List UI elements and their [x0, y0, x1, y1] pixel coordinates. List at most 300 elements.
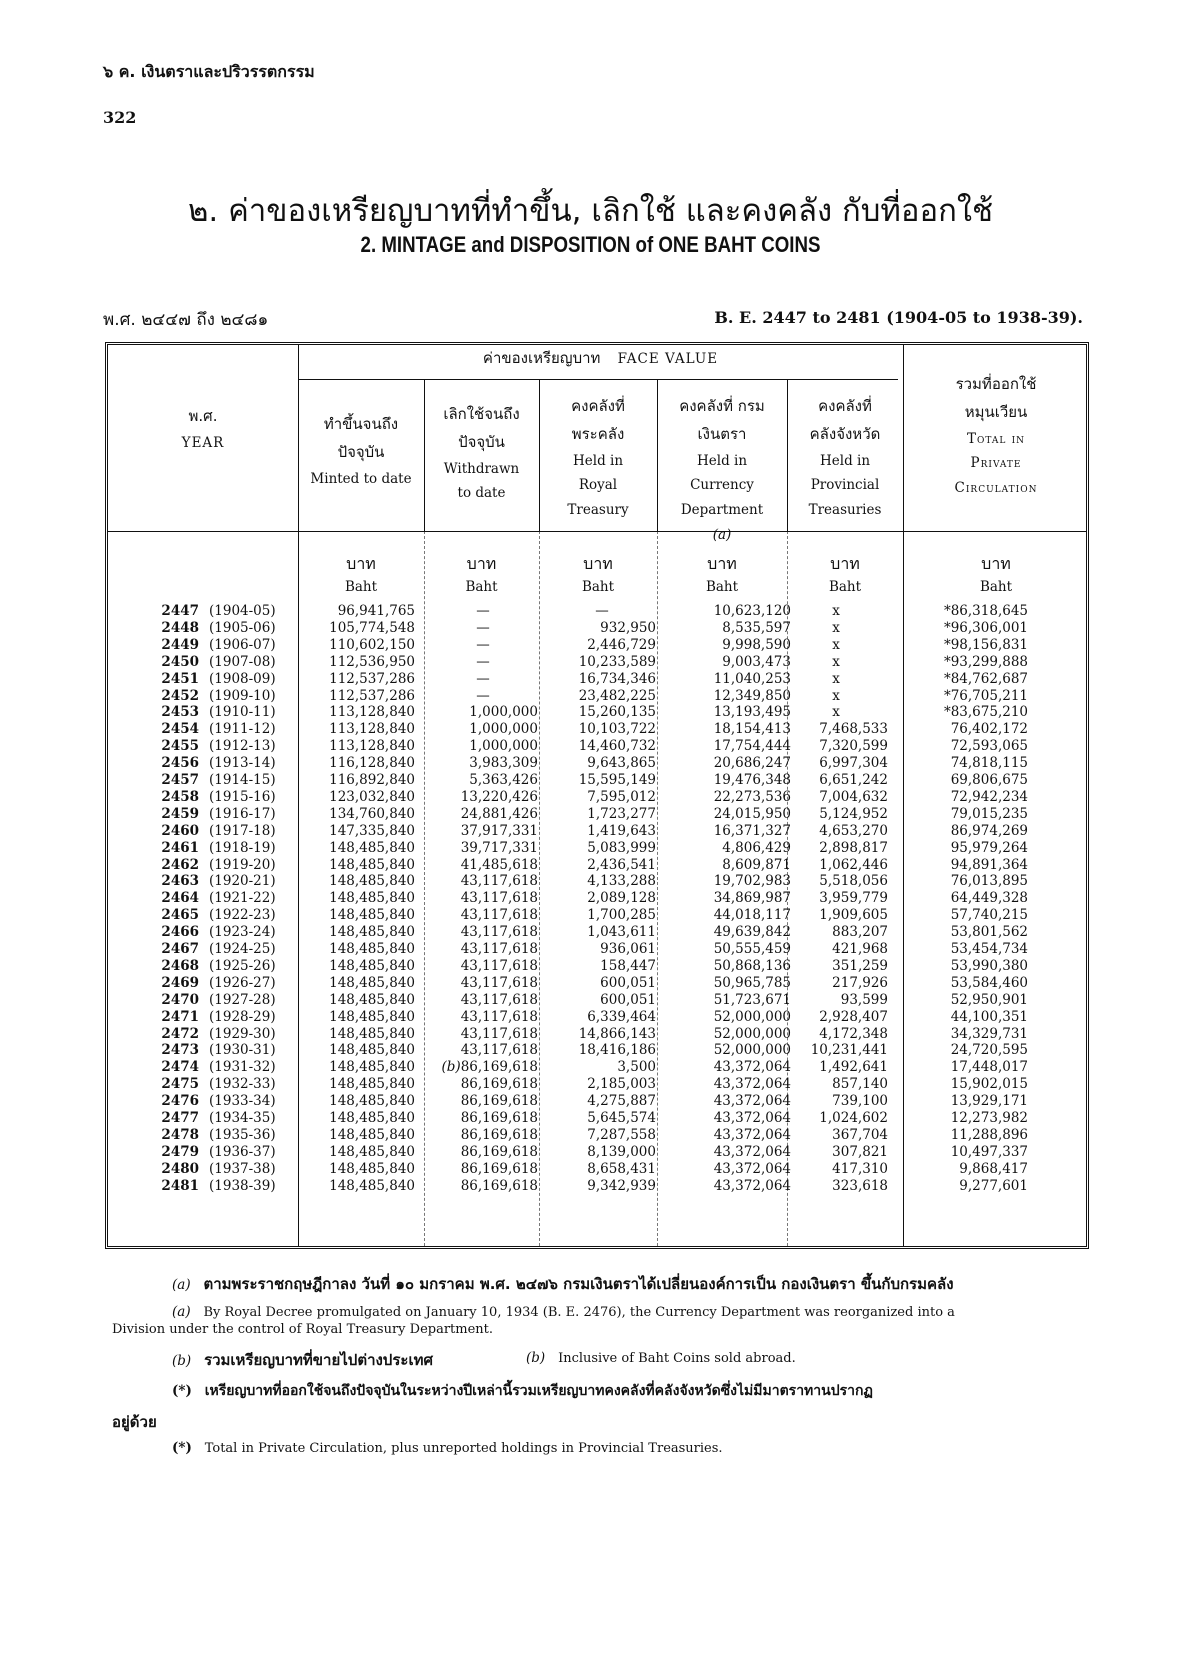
royal-treasury-cell: 4,275,887	[587, 1093, 656, 1110]
minted-cell: 148,485,840	[329, 873, 415, 890]
provincial-treasuries-cell: x	[832, 687, 840, 704]
table-row	[108, 1161, 1092, 1178]
currency-department-cell: 44,018,117	[713, 907, 791, 924]
total-circulation-cell: *84,762,687	[943, 670, 1028, 687]
minted-cell: 148,485,840	[329, 924, 415, 941]
provincial-treasuries-header	[787, 393, 903, 523]
minted-cell: 148,485,840	[329, 856, 415, 873]
year-ad-cell: (1919-20)	[209, 856, 276, 873]
year-be-cell: 2464	[161, 890, 199, 907]
total-circulation-cell: 9,277,601	[959, 1177, 1028, 1194]
header-rule	[108, 531, 1086, 532]
provincial-treasuries-cell: 323,618	[832, 1177, 888, 1194]
currency-department-cell: 19,702,983	[713, 873, 791, 890]
year-be-cell: 2453	[161, 704, 199, 721]
unit-english: Baht	[705, 578, 739, 595]
year-ad-cell: (1912-13)	[209, 738, 276, 755]
footnote-star-thai-continued: อยู่ด้วย	[112, 1413, 157, 1431]
provincial-treasuries-cell: 883,207	[832, 924, 888, 941]
table-row	[108, 1127, 1092, 1144]
table-row	[108, 806, 1092, 823]
provincial-treasuries-cell: 7,468,533	[819, 721, 888, 738]
withdrawn-header	[424, 401, 539, 506]
footnote-a-english	[172, 1304, 1052, 1320]
table-row	[108, 620, 1092, 637]
total-circulation-cell: 10,497,337	[950, 1143, 1028, 1160]
provincial-treasuries-cell: 4,172,348	[819, 1025, 888, 1042]
total-circulation-header-thai: รวมที่ออกใช้ หมุนเวียน	[955, 375, 1037, 421]
year-be-cell: 2462	[161, 856, 199, 873]
footnote-b-english-text: Inclusive of Baht Coins sold abroad.	[558, 1351, 796, 1366]
year-ad-cell: (1938-39)	[209, 1177, 276, 1194]
year-ad-cell: (1927-28)	[209, 991, 276, 1008]
withdrawn-cell: 1,000,000	[469, 738, 538, 755]
royal-treasury-cell: 14,866,143	[578, 1025, 656, 1042]
total-circulation-cell: 72,942,234	[950, 788, 1028, 805]
withdrawn-value: 86,169,618	[460, 1059, 538, 1076]
unit-thai: บาท	[830, 554, 860, 573]
currency-department-note: (a)	[712, 527, 732, 544]
table-row	[108, 873, 1092, 890]
minted-cell: 148,485,840	[329, 1093, 415, 1110]
footnote-star-english-text: Total in Private Circulation, plus unreported holdings in Provincial Treasuries.	[204, 1441, 723, 1456]
currency-department-cell: 11,040,253	[713, 670, 791, 687]
year-ad-cell: (1911-12)	[209, 721, 276, 738]
footnote-a-thai-text: ตามพระราชกฤษฎีกาลง วันที่ ๑๐ มกราคม พ.ศ. ๒๔๗๖ กรมเงินตราได้เปลี่ยนองค์การเป็น กองเงินตรา ขึ้นกับกรมคลัง	[203, 1275, 954, 1293]
year-ad-cell: (1916-17)	[209, 805, 276, 822]
year-be-cell: 2452	[161, 687, 199, 704]
table-row	[108, 738, 1092, 755]
provincial-treasuries-cell: 367,704	[832, 1126, 888, 1143]
provincial-treasuries-header-english: Held in Provincial Treasuries	[808, 452, 882, 519]
total-circulation-cell: *96,306,001	[943, 619, 1028, 636]
currency-department-cell: 52,000,000	[713, 1042, 791, 1059]
withdrawn-cell: 86,169,618	[460, 1093, 538, 1110]
table-row	[108, 704, 1092, 721]
table-row	[108, 671, 1092, 688]
table-row	[108, 1110, 1092, 1127]
total-circulation-cell: 79,015,235	[950, 805, 1028, 822]
royal-treasury-cell: 2,436,541	[587, 856, 656, 873]
minted-header-english: Minted to date	[310, 470, 412, 487]
footnote-star-marker: (*)	[172, 1383, 192, 1399]
year-be-cell: 2471	[161, 1008, 199, 1025]
minted-cell: 148,485,840	[329, 907, 415, 924]
unit-label	[657, 551, 787, 598]
year-ad-cell: (1910-11)	[209, 704, 276, 721]
minted-cell: 148,485,840	[329, 941, 415, 957]
withdrawn-cell: —	[476, 619, 490, 636]
face-value-header-thai: ค่าของเหรียญบาท	[482, 349, 601, 367]
provincial-treasuries-cell: 5,518,056	[819, 873, 888, 890]
currency-department-header-english: Held in Currency Department	[680, 452, 764, 519]
withdrawn-cell: 39,717,331	[460, 839, 538, 856]
total-circulation-cell: *86,318,645	[943, 603, 1028, 619]
royal-treasury-header-english: Held in Royal Treasury	[567, 452, 629, 519]
footnote-star-thai-line1: เหรียญบาทที่ออกใช้จนถึงปัจจุบันในระหว่างปีเหล่านี้รวมเหรียญบาทคงคลังที่คลังจังหวัดซึ่งไม่มีมาตราทานปรากฏ	[204, 1383, 873, 1399]
minted-cell: 148,485,840	[329, 957, 415, 974]
royal-treasury-cell: 10,103,722	[578, 721, 656, 738]
royal-treasury-cell: —	[595, 603, 609, 619]
footnote-a-english-line1: By Royal Decree promulgated on January 10, 1934 (B. E. 2476), the Currency Department was reorganized into a	[203, 1305, 955, 1320]
year-ad-cell: (1913-14)	[209, 755, 276, 772]
provincial-treasuries-cell: 417,310	[832, 1160, 888, 1177]
year-be-cell: 2474	[161, 1059, 199, 1076]
footnote-star-marker: (*)	[172, 1440, 192, 1456]
provincial-treasuries-cell: 93,599	[840, 991, 888, 1008]
year-ad-cell: (1929-30)	[209, 1025, 276, 1042]
total-circulation-cell: 53,801,562	[950, 924, 1028, 941]
provincial-treasuries-cell: 739,100	[832, 1093, 888, 1110]
title-english: 2. MINTAGE and DISPOSITION of ONE BAHT COINS	[360, 232, 821, 257]
year-be-cell: 2469	[161, 974, 199, 991]
provincial-treasuries-cell: 1,024,602	[819, 1110, 888, 1126]
royal-treasury-cell: 5,083,999	[587, 839, 656, 856]
royal-treasury-cell: 1,419,643	[587, 822, 656, 839]
title-thai: ๒. ค่าของเหรียญบาทที่ทำขึ้น, เลิกใช้ และคงคลัง กับที่ออกใช้	[187, 193, 994, 229]
table-row	[108, 924, 1092, 941]
total-circulation-cell: 53,454,734	[950, 941, 1028, 957]
total-circulation-cell: 76,013,895	[950, 873, 1028, 890]
withdrawn-cell: —	[476, 653, 490, 670]
year-be-cell: 2475	[161, 1076, 199, 1093]
currency-department-cell: 43,372,064	[713, 1177, 791, 1194]
year-be-cell: 2465	[161, 907, 199, 924]
royal-treasury-cell: 4,133,288	[587, 873, 656, 890]
withdrawn-cell: 43,117,618	[460, 924, 538, 941]
withdrawn-header-english: Withdrawn to date	[443, 460, 520, 502]
unit-english: Baht	[581, 578, 615, 595]
table-row	[108, 1059, 1092, 1076]
year-be-cell: 2447	[161, 603, 199, 619]
minted-header	[298, 411, 424, 491]
year-be-cell: 2479	[161, 1143, 199, 1160]
currency-department-cell: 10,623,120	[713, 603, 791, 619]
year-be-cell: 2461	[161, 839, 199, 856]
withdrawn-cell: —	[476, 670, 490, 687]
provincial-treasuries-cell: x	[832, 603, 840, 619]
provincial-treasuries-cell: x	[832, 636, 840, 653]
withdrawn-cell: —	[476, 687, 490, 704]
withdrawn-cell: 43,117,618	[460, 1042, 538, 1059]
table-row	[108, 907, 1092, 924]
minted-cell: 148,485,840	[329, 1042, 415, 1059]
table-row	[108, 823, 1092, 840]
year-ad-cell: (1926-27)	[209, 974, 276, 991]
table-row	[108, 637, 1092, 654]
face-value-header	[298, 345, 903, 373]
year-ad-cell: (1905-06)	[209, 619, 276, 636]
minted-cell: 148,485,840	[329, 890, 415, 907]
total-circulation-cell: 64,449,328	[950, 890, 1028, 907]
provincial-treasuries-cell: 6,997,304	[819, 755, 888, 772]
year-ad-cell: (1936-37)	[209, 1143, 276, 1160]
year-be-cell: 2466	[161, 924, 199, 941]
minted-cell: 148,485,840	[329, 839, 415, 856]
currency-department-cell: 20,686,247	[713, 755, 791, 772]
footnote-star-thai	[172, 1380, 873, 1402]
currency-department-header	[657, 393, 787, 548]
royal-treasury-cell: 932,950	[600, 619, 656, 636]
year-be-cell: 2467	[161, 941, 199, 957]
table-row	[108, 721, 1092, 738]
currency-department-cell: 19,476,348	[713, 772, 791, 788]
year-ad-cell: (1920-21)	[209, 873, 276, 890]
provincial-treasuries-cell: 421,968	[832, 941, 888, 957]
withdrawn-cell: 1,000,000	[469, 704, 538, 721]
currency-department-cell: 17,754,444	[713, 738, 791, 755]
minted-cell: 96,941,765	[337, 603, 415, 619]
currency-department-cell: 43,372,064	[713, 1093, 791, 1110]
year-header-english: YEAR	[181, 434, 225, 451]
withdrawn-cell: 86,169,618	[460, 1143, 538, 1160]
year-ad-cell: (1924-25)	[209, 941, 276, 957]
year-ad-cell: (1921-22)	[209, 890, 276, 907]
unit-thai: บาท	[707, 554, 737, 573]
provincial-treasuries-cell: x	[832, 670, 840, 687]
minted-cell: 148,485,840	[329, 974, 415, 991]
minted-cell: 148,485,840	[329, 1177, 415, 1194]
total-circulation-cell: 72,593,065	[950, 738, 1028, 755]
data-table	[105, 342, 1089, 1249]
royal-treasury-cell: 1,723,277	[587, 805, 656, 822]
currency-department-cell: 51,723,671	[713, 991, 791, 1008]
table-row	[108, 755, 1092, 772]
year-ad-cell: (1904-05)	[209, 603, 276, 619]
minted-cell: 113,128,840	[329, 704, 415, 721]
year-ad-cell: (1922-23)	[209, 907, 276, 924]
royal-treasury-cell: 3,500	[617, 1059, 656, 1076]
year-be-cell: 2450	[161, 653, 199, 670]
unit-label	[298, 551, 424, 598]
withdrawn-cell	[428, 1059, 538, 1076]
footnote-a-marker: (a)	[172, 1277, 191, 1293]
minted-cell: 148,485,840	[329, 991, 415, 1008]
year-be-cell: 2480	[161, 1160, 199, 1177]
currency-department-cell: 43,372,064	[713, 1160, 791, 1177]
royal-treasury-cell: 15,595,149	[578, 772, 656, 788]
year-be-cell: 2476	[161, 1093, 199, 1110]
withdrawn-cell: 43,117,618	[460, 957, 538, 974]
withdrawn-cell: 43,117,618	[460, 974, 538, 991]
provincial-treasuries-cell: 1,062,446	[819, 856, 888, 873]
table-row	[108, 975, 1092, 992]
provincial-treasuries-cell: 6,651,242	[819, 772, 888, 788]
royal-treasury-cell: 600,051	[600, 974, 656, 991]
year-be-cell: 2477	[161, 1110, 199, 1126]
total-circulation-cell: *98,156,831	[943, 636, 1028, 653]
minted-cell: 105,774,548	[329, 619, 415, 636]
currency-department-cell: 49,639,842	[713, 924, 791, 941]
royal-treasury-cell: 1,700,285	[587, 907, 656, 924]
royal-treasury-cell: 16,734,346	[578, 670, 656, 687]
year-ad-cell: (1909-10)	[209, 687, 276, 704]
royal-treasury-cell: 9,643,865	[587, 755, 656, 772]
withdrawn-cell: 86,169,618	[460, 1177, 538, 1194]
page-number: 322	[103, 108, 137, 127]
currency-department-cell: 43,372,064	[713, 1126, 791, 1143]
royal-treasury-cell: 2,185,003	[587, 1076, 656, 1093]
total-circulation-cell: 13,929,171	[950, 1093, 1028, 1110]
royal-treasury-cell: 158,447	[600, 957, 656, 974]
footnote-a-english-continued: Division under the control of Royal Treasury Department.	[112, 1322, 494, 1337]
year-ad-cell: (1918-19)	[209, 839, 276, 856]
header-rule	[298, 379, 898, 380]
year-be-cell: 2460	[161, 822, 199, 839]
total-circulation-cell: 11,288,896	[950, 1126, 1028, 1143]
royal-treasury-cell: 8,139,000	[587, 1143, 656, 1160]
year-header	[108, 403, 298, 456]
year-be-cell: 2455	[161, 738, 199, 755]
period-thai: พ.ศ. ๒๔๔๗ ถึง ๒๔๘๑	[103, 310, 269, 330]
total-circulation-cell: 95,979,264	[950, 839, 1028, 856]
withdrawn-cell: 43,117,618	[460, 941, 538, 957]
minted-cell: 148,485,840	[329, 1025, 415, 1042]
total-circulation-cell: 74,818,115	[950, 755, 1028, 772]
royal-treasury-cell: 7,287,558	[587, 1126, 656, 1143]
minted-cell: 123,032,840	[329, 788, 415, 805]
year-be-cell: 2457	[161, 772, 199, 788]
year-ad-cell: (1908-09)	[209, 670, 276, 687]
footnote-b-thai-text: รวมเหรียญบาทที่ขายไปต่างประเทศ	[204, 1351, 433, 1369]
royal-treasury-cell: 18,416,186	[578, 1042, 656, 1059]
currency-department-cell: 4,806,429	[722, 839, 791, 856]
provincial-treasuries-cell: x	[832, 704, 840, 721]
table-row	[108, 1009, 1092, 1026]
total-circulation-cell: 52,950,901	[950, 991, 1028, 1008]
royal-treasury-cell: 15,260,135	[578, 704, 656, 721]
minted-cell: 112,537,286	[329, 687, 415, 704]
royal-treasury-header-thai: คงคลังที่ พระคลัง	[571, 397, 625, 443]
royal-treasury-cell: 9,342,939	[587, 1177, 656, 1194]
unit-english: Baht	[979, 578, 1013, 595]
year-be-cell: 2458	[161, 788, 199, 805]
royal-treasury-cell: 8,658,431	[587, 1160, 656, 1177]
provincial-treasuries-cell: 1,492,641	[819, 1059, 888, 1076]
table-row	[108, 857, 1092, 874]
unit-label	[539, 551, 657, 598]
royal-treasury-cell: 7,595,012	[587, 788, 656, 805]
year-ad-cell: (1934-35)	[209, 1110, 276, 1126]
royal-treasury-cell: 2,446,729	[587, 636, 656, 653]
withdrawn-cell: 43,117,618	[460, 1025, 538, 1042]
footnote-a-thai	[172, 1272, 954, 1296]
royal-treasury-cell: 936,061	[600, 941, 656, 957]
unit-thai: บาท	[466, 554, 497, 573]
withdrawn-header-thai: เลิกใช้จนถึง ปัจจุบัน	[443, 405, 520, 451]
minted-cell: 148,485,840	[329, 1076, 415, 1093]
footnote-b-marker: (b)	[526, 1350, 546, 1366]
withdrawn-cell: 3,983,309	[469, 755, 538, 772]
royal-treasury-cell: 14,460,732	[578, 738, 656, 755]
currency-department-cell: 22,273,536	[713, 788, 791, 805]
total-circulation-cell: *93,299,888	[943, 653, 1028, 670]
currency-department-cell: 8,609,871	[722, 856, 791, 873]
currency-department-cell: 50,965,785	[713, 974, 791, 991]
royal-treasury-cell: 23,482,225	[578, 687, 656, 704]
withdrawn-cell: 13,220,426	[460, 788, 538, 805]
unit-label	[787, 551, 903, 598]
year-be-cell: 2470	[161, 991, 199, 1008]
unit-thai: บาท	[583, 554, 613, 573]
currency-department-cell: 9,003,473	[722, 653, 791, 670]
unit-label	[903, 551, 1089, 598]
table-row	[108, 941, 1092, 958]
currency-department-cell: 52,000,000	[713, 1008, 791, 1025]
footnote-b-english	[526, 1350, 796, 1366]
withdrawn-cell: 86,169,618	[460, 1126, 538, 1143]
withdrawn-cell: 86,169,618	[460, 1110, 538, 1126]
withdrawn-cell: 43,117,618	[460, 890, 538, 907]
table-row	[108, 1026, 1092, 1043]
provincial-treasuries-cell: 3,959,779	[819, 890, 888, 907]
withdrawn-cell: 1,000,000	[469, 721, 538, 738]
minted-cell: 134,760,840	[329, 805, 415, 822]
year-ad-cell: (1907-08)	[209, 653, 276, 670]
footnote-star-english	[172, 1440, 723, 1456]
provincial-treasuries-cell: 7,320,599	[819, 738, 888, 755]
table-row	[108, 992, 1092, 1009]
currency-department-cell: 43,372,064	[713, 1076, 791, 1093]
royal-treasury-cell: 10,233,589	[578, 653, 656, 670]
year-ad-cell: (1935-36)	[209, 1126, 276, 1143]
table-row	[108, 1178, 1092, 1195]
total-circulation-cell: 12,273,982	[950, 1110, 1028, 1126]
provincial-treasuries-cell: 351,259	[832, 957, 888, 974]
total-circulation-cell: 94,891,364	[950, 856, 1028, 873]
year-ad-cell: (1928-29)	[209, 1008, 276, 1025]
year-be-cell: 2478	[161, 1126, 199, 1143]
total-circulation-cell: 86,974,269	[950, 822, 1028, 839]
currency-department-cell: 24,015,950	[713, 805, 791, 822]
total-circulation-cell: 9,868,417	[959, 1160, 1028, 1177]
year-ad-cell: (1933-34)	[209, 1093, 276, 1110]
minted-cell: 148,485,840	[329, 1008, 415, 1025]
minted-cell: 110,602,150	[329, 636, 415, 653]
minted-cell: 116,128,840	[329, 755, 415, 772]
provincial-treasuries-cell: x	[832, 653, 840, 670]
minted-header-thai: ทำขึ้นจนถึง ปัจจุบัน	[323, 415, 399, 461]
unit-english: Baht	[465, 578, 498, 595]
withdrawn-cell: 43,117,618	[460, 991, 538, 1008]
total-circulation-cell: *76,705,211	[943, 687, 1028, 704]
provincial-treasuries-cell: 1,909,605	[819, 907, 888, 924]
unit-label	[424, 551, 539, 598]
withdrawn-cell: 5,363,426	[469, 772, 538, 788]
royal-treasury-header	[539, 393, 657, 523]
table-row	[108, 1144, 1092, 1161]
provincial-treasuries-cell: 2,928,407	[819, 1008, 888, 1025]
year-be-cell: 2472	[161, 1025, 199, 1042]
year-be-cell: 2454	[161, 721, 199, 738]
total-circulation-cell: 57,740,215	[950, 907, 1028, 924]
year-be-cell: 2481	[161, 1177, 199, 1194]
minted-cell: 148,485,840	[329, 1160, 415, 1177]
minted-cell: 148,485,840	[329, 1110, 415, 1126]
currency-department-cell: 52,000,000	[713, 1025, 791, 1042]
provincial-treasuries-cell: 5,124,952	[819, 805, 888, 822]
total-circulation-cell: 53,990,380	[950, 957, 1028, 974]
year-ad-cell: (1914-15)	[209, 772, 276, 788]
currency-department-header-thai: คงคลังที่ กรมเงินตรา	[679, 397, 765, 443]
total-circulation-cell: 44,100,351	[950, 1008, 1028, 1025]
withdrawn-cell: 86,169,618	[460, 1160, 538, 1177]
year-ad-cell: (1931-32)	[209, 1059, 276, 1076]
withdrawn-cell: —	[476, 603, 490, 619]
currency-department-cell: 12,349,850	[713, 687, 791, 704]
year-be-cell: 2448	[161, 619, 199, 636]
year-ad-cell: (1917-18)	[209, 822, 276, 839]
